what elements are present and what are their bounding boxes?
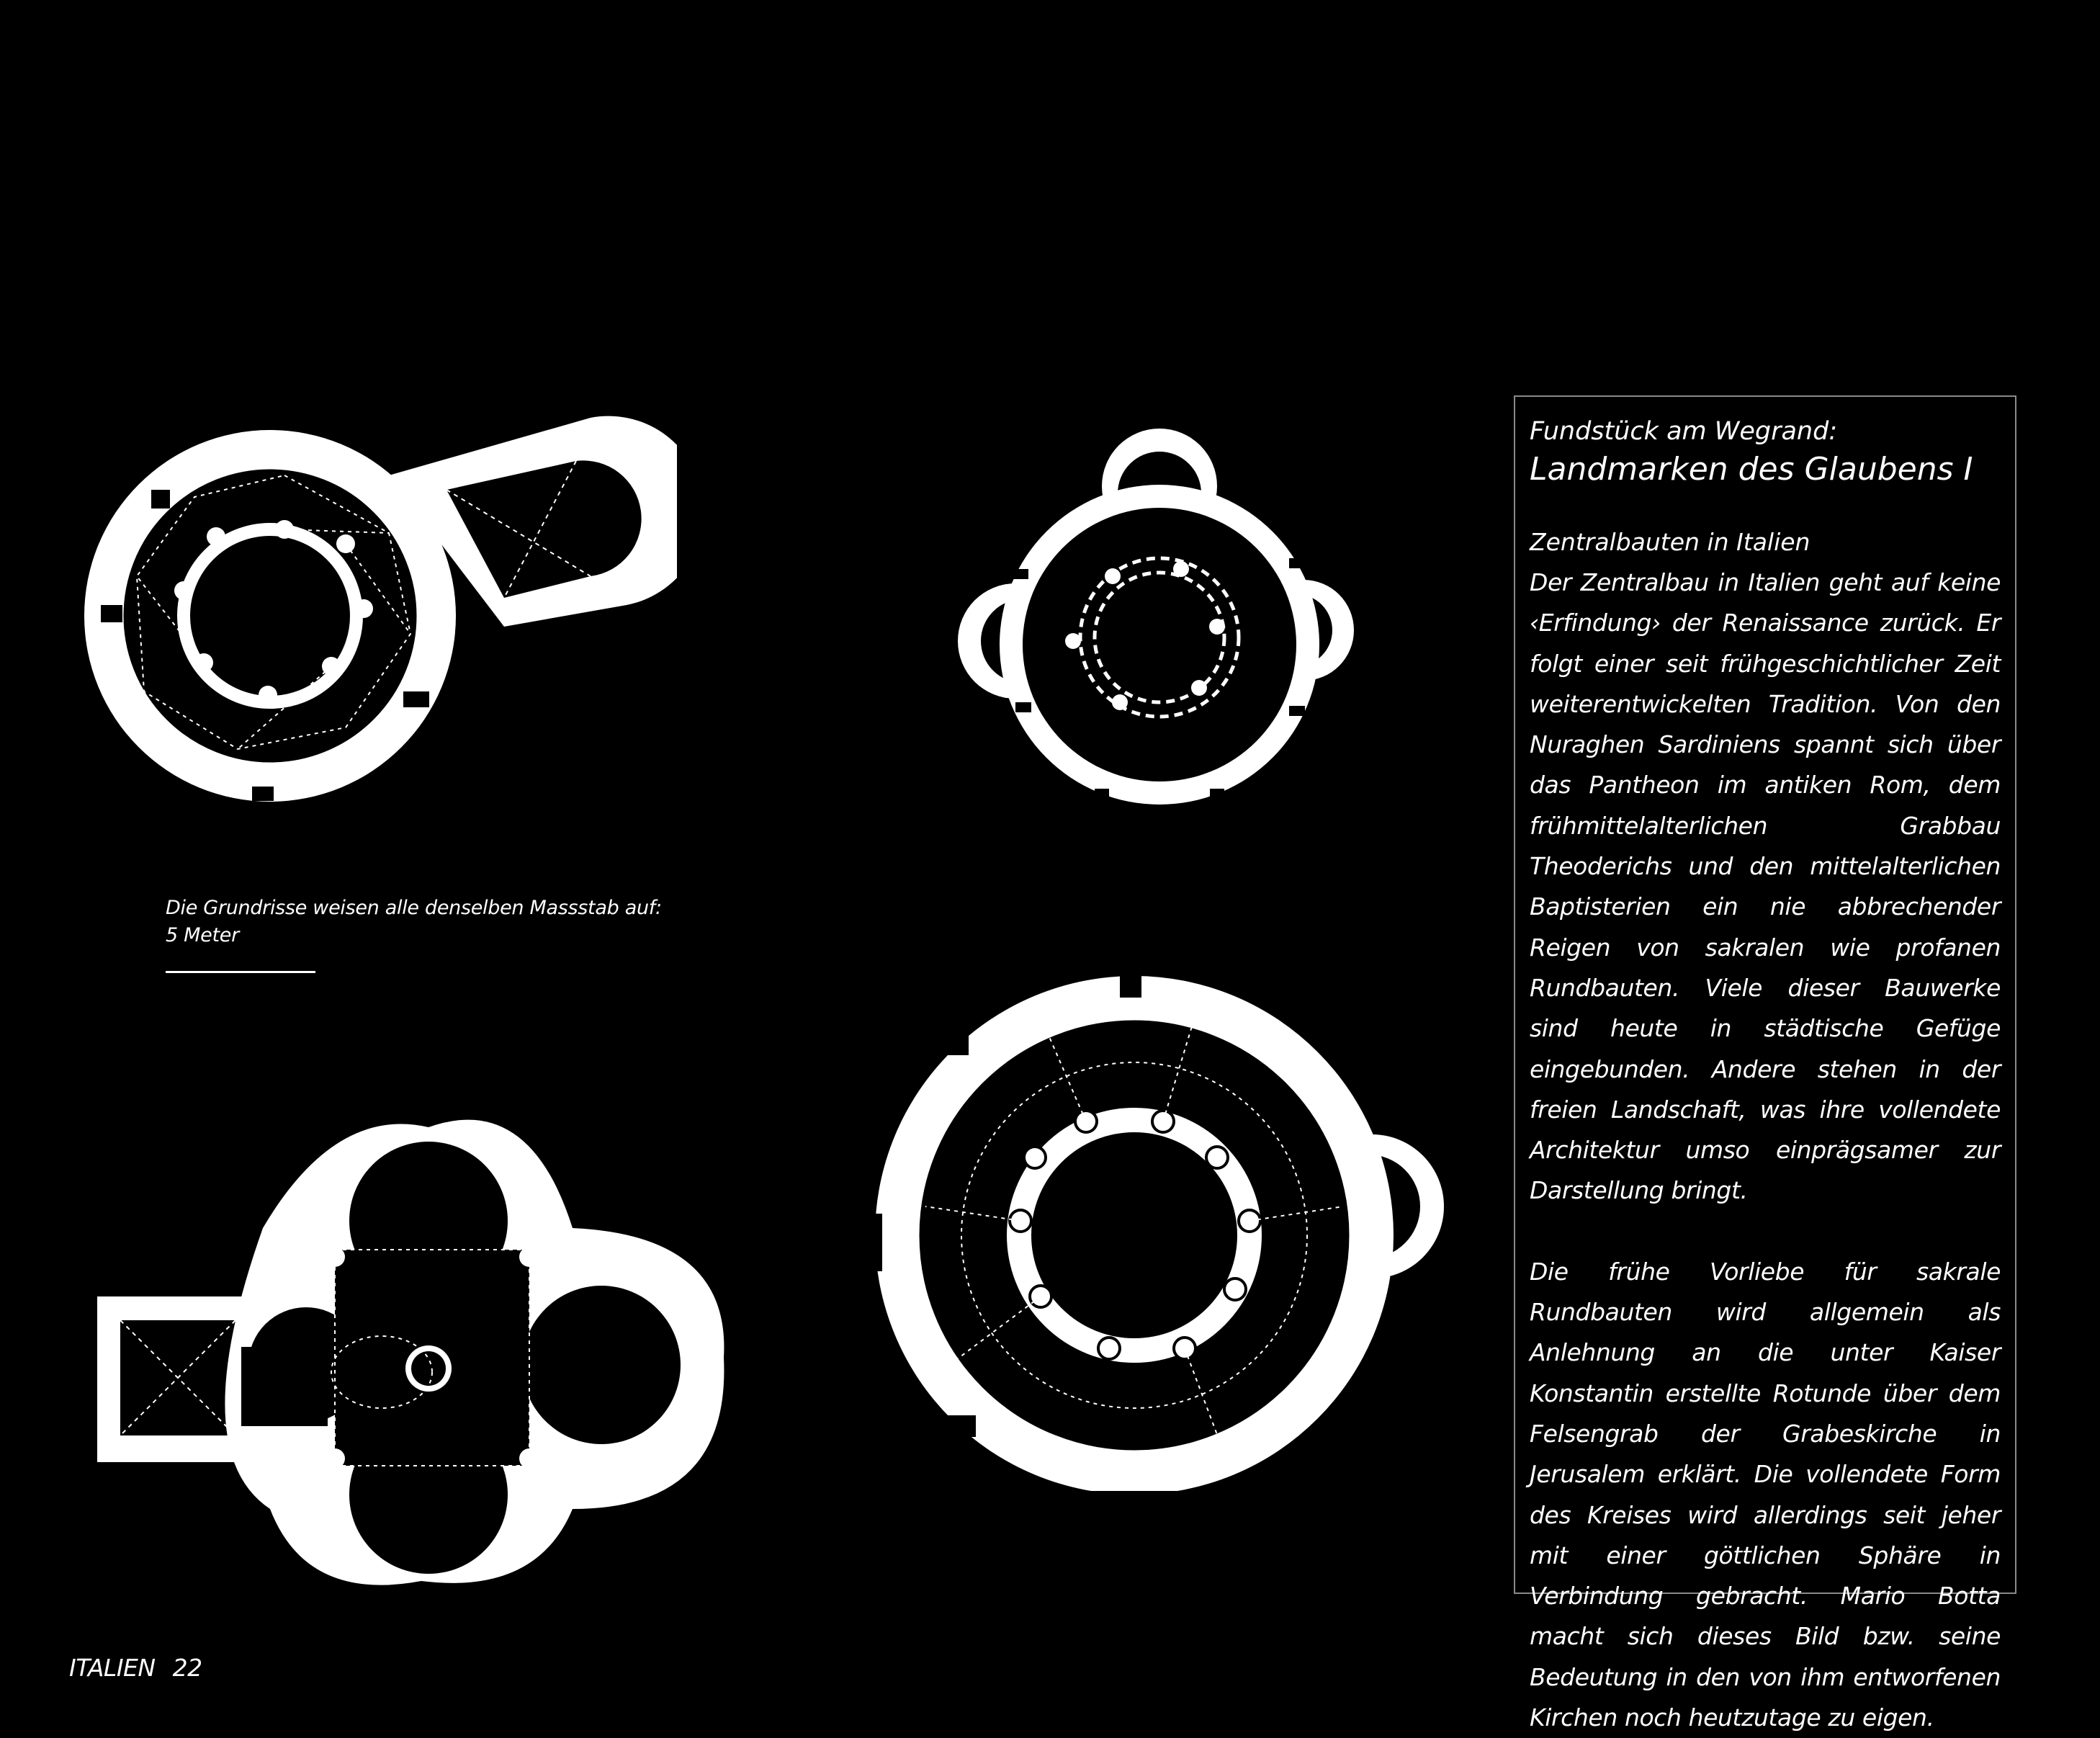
paragraph-2: Die frühe Vorliebe für sakrale Rundbauten wird allgemein als Anlehnung an die unter Kaiser Konstantin erstellte Rotunde über dem Felsengrab der Grabeskirche in Jerusalem erklärt. Die vollendete Form des Kreises wird allerdings seit jeher mit einer göttlichen Sphäre in Verbindung gebracht. Mario Botta macht sich dieses Bild bzw. seine Bedeutung in den von ihm entworfenen Kirchen noch heutzutage zu eigen. xyxy=(1530,1257,2001,1732)
caption-line-1: Die Grundrisse weisen alle denselben Massstab auf: xyxy=(166,897,662,919)
floor-plan-bottom-right xyxy=(846,969,1451,1491)
footer-section: ITALIEN xyxy=(69,1654,156,1682)
section-heading: Zentralbauten in Italien xyxy=(1530,528,1810,556)
info-box xyxy=(1514,395,2016,1732)
floor-plan-top-right xyxy=(951,429,1354,810)
paragraph-1: Der Zentralbau in Italien geht auf keine ‹Erfindung› der Renaissance zurück. Er folgt einer seit frühgeschichtlicher Zeit weiterentwickelten Tradition. Von den Nuraghen Sardiniens spannt sich über das Pantheon im antiken Rom, dem frühmittelalterlichen Grabbau Theoderichs und den mittelalterlichen Baptisterien ein nie abbrechender Reigen von sakralen wie profanen Rundbauten. Viele dieser Bauwerke sind heute in städtische Gefüge eingebunden. Andere stehen in der freien Landschaft, was ihre vollendete Architektur umso einprägsamer zur Darstellung bringt. xyxy=(1530,568,2001,1205)
page-footer xyxy=(69,1654,202,1682)
floor-plan-top-left xyxy=(72,389,677,814)
box-kicker: Fundstück am Wegrand: xyxy=(1530,417,1838,446)
page-number: 22 xyxy=(172,1654,202,1682)
caption-line-2: 5 Meter xyxy=(166,924,239,946)
scale-caption xyxy=(166,895,662,949)
floor-plan-bottom-left xyxy=(97,1106,745,1588)
box-title: Landmarken des Glaubens I xyxy=(1530,451,1973,488)
scale-bar xyxy=(166,971,315,973)
